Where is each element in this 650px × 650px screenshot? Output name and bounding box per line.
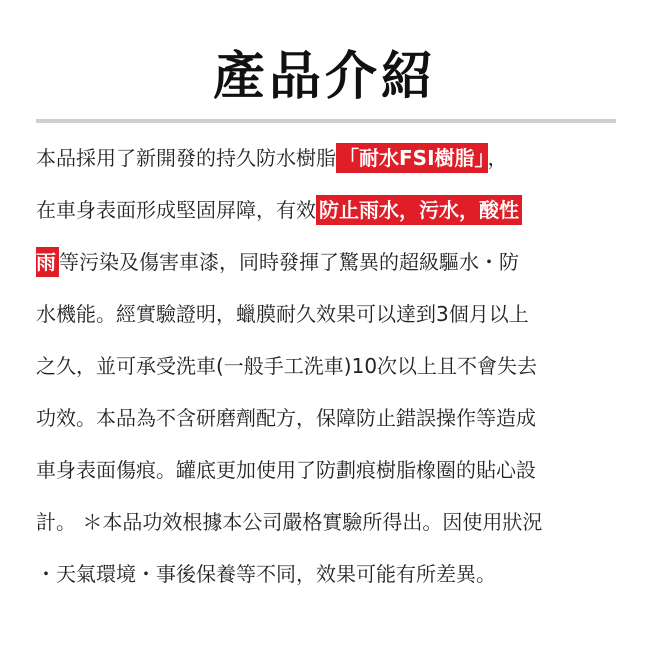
product-description bbox=[36, 136, 626, 604]
title-divider bbox=[36, 119, 616, 123]
line-1-text: 本品採用了新開發的持久防水樹脂 bbox=[36, 146, 336, 170]
description-line-8: 計。 ＊本品功效根據本公司嚴格實驗所得出。因使用狀況 bbox=[36, 510, 543, 534]
description-line-3 bbox=[36, 240, 626, 292]
page-title: 產品介紹 bbox=[212, 47, 437, 107]
description-line-9: ・天氣環境・事後保養等不同，效果可能有所差異。 bbox=[36, 562, 496, 586]
highlight-protection-part1: 防止雨水，污水，酸性 bbox=[316, 195, 522, 225]
highlight-protection-part2: 雨 bbox=[36, 247, 59, 277]
description-line-4: 水機能。經實驗證明，蠟膜耐久效果可以達到3個月以上 bbox=[36, 302, 529, 326]
highlight-resin-name: 「耐水FSI樹脂」 bbox=[336, 143, 488, 173]
description-line-2 bbox=[36, 188, 626, 240]
description-line-1 bbox=[36, 136, 626, 188]
description-line-6: 功效。本品為不含研磨劑配方，保障防止錯誤操作等造成 bbox=[36, 406, 536, 430]
description-line-5: 之久，並可承受洗車(一般手工洗車)10次以上且不會失去 bbox=[36, 354, 538, 378]
line-1-punct: ， bbox=[487, 146, 508, 170]
description-line-7: 車身表面傷痕。罐底更加使用了防劃痕樹脂橡圈的貼心設 bbox=[36, 458, 536, 482]
line-2-text: 在車身表面形成堅固屏障，有效 bbox=[36, 198, 316, 222]
line-3-text: 等污染及傷害車漆，同時發揮了驚異的超級驅水・防 bbox=[59, 250, 519, 274]
